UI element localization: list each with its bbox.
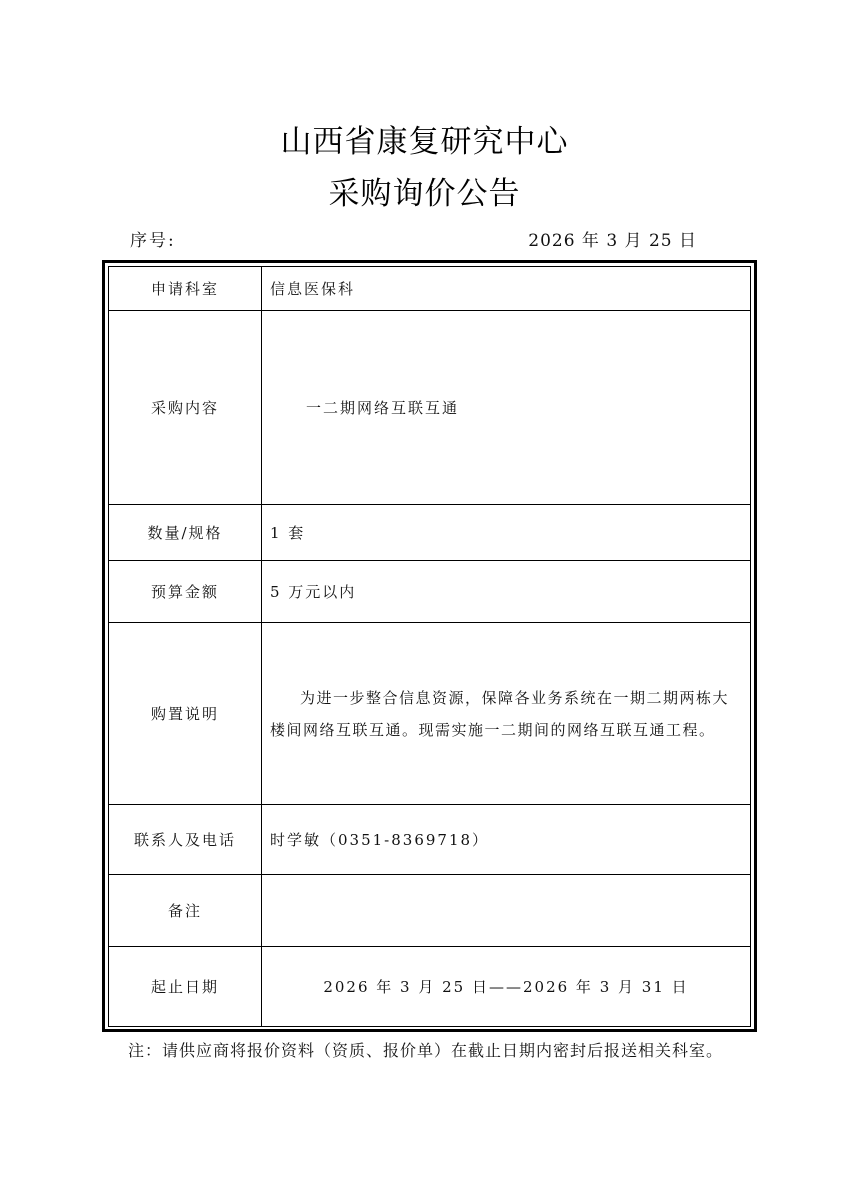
announcement-date: 2026 年 3 月 25 日 (528, 231, 697, 251)
page-subtitle: 采购询价公告 (328, 176, 521, 212)
contact-value: 时学敏（0351-8369718） (262, 805, 751, 875)
table-row (109, 623, 751, 805)
remarks-label: 备注 (109, 875, 262, 947)
quantity-spec-value: 1 套 (262, 505, 751, 561)
footnote: 注：请供应商将报价资料（资质、报价单）在截止日期内密封后报送相关科室。 (128, 1041, 724, 1060)
budget-value: 5 万元以内 (262, 561, 751, 623)
contact-label: 联系人及电话 (109, 805, 262, 875)
department-value: 信息医保科 (262, 267, 751, 311)
table-row (109, 505, 751, 561)
procurement-content-label: 采购内容 (109, 311, 262, 505)
serial-number-label: 序号: (130, 231, 176, 251)
table-row (109, 561, 751, 623)
date-range-value: 2026 年 3 月 25 日——2026 年 3 月 31 日 (262, 947, 751, 1027)
table-row (109, 311, 751, 505)
remarks-value (262, 875, 751, 947)
inquiry-form-frame (102, 260, 757, 1032)
purchase-description-label: 购置说明 (109, 623, 262, 805)
procurement-content-value: 一二期网络互联互通 (262, 311, 751, 505)
budget-label: 预算金额 (109, 561, 262, 623)
department-label: 申请科室 (109, 267, 262, 311)
purchase-description-value: 为进一步整合信息资源，保障各业务系统在一期二期两栋大楼间网络互联互通。现需实施一二期间的网络互联互通工程。 (262, 623, 751, 805)
page-title: 山西省康复研究中心 (280, 124, 569, 160)
table-row (109, 267, 751, 311)
table-row (109, 875, 751, 947)
quantity-spec-label: 数量/规格 (109, 505, 262, 561)
table-row (109, 805, 751, 875)
inquiry-form-table (108, 266, 751, 1027)
table-row (109, 947, 751, 1027)
date-range-label: 起止日期 (109, 947, 262, 1027)
